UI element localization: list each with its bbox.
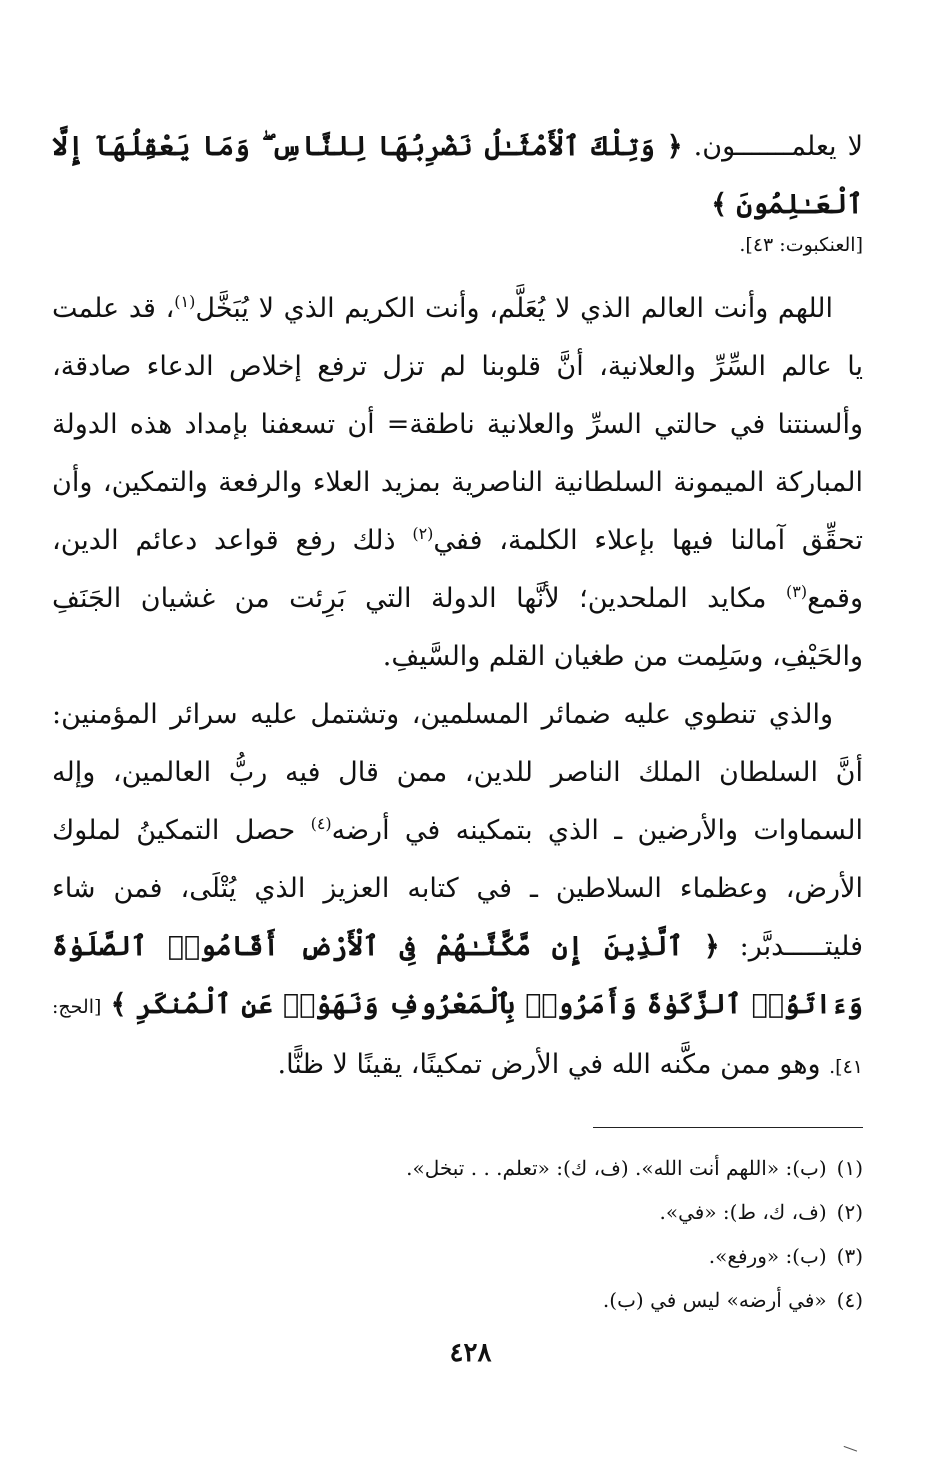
paragraph-2-part-d: مكايد الملحدين؛ لأنَّها الدولة التي بَرِئت من غشيان الجَنَفِ والحَيْفِ، وسَلِمت من طغيان القلم والسَّيفِ. [52, 583, 863, 672]
page-number: ٤٢٨ [449, 1338, 492, 1368]
paragraph-2-part-c: ذلك رفع قواعد دعائم الدين، وقمع [52, 525, 863, 614]
footnote-1-text: (ب): «اللهم أنت الله». (ف، ك): «تعلم. . . تبخل». [406, 1156, 827, 1180]
main-text [52, 118, 863, 1096]
footnote-3-number: (٣) [836, 1244, 863, 1268]
paragraph-1 [52, 118, 863, 234]
footnote-1 [52, 1146, 863, 1190]
footnote-ref-4[interactable]: (٤) [310, 814, 332, 833]
footnote-4-text: «في أرضه» ليس في (ب). [602, 1288, 827, 1312]
quran-verse-hajj: ﴿ ٱلَّذِينَ إِن مَّكَّنَّـٰهُمْ فِى ٱلْأَرْضِ أَقَامُوا۟ ٱلصَّلَوٰةَ وَءَاتَوُا۟ ٱلزَّكَوٰةَ وَأَمَرُوا۟ بِٱلْمَعْرُوفِ وَنَهَوْا۟ عَنِ ٱلْمُنكَرِ ﴾ [52, 931, 863, 1020]
paragraph-3-part-c: وهو ممن مكَّنه الله في الأرض تمكينًا، يقينًا لا ظنًّا. [277, 1049, 830, 1080]
footnote-4 [52, 1278, 863, 1322]
quran-verse-ankabut: ﴿ وَتِلْكَ ٱلْأَمْثَـٰلُ نَضْرِبُهَا لِلنَّاسِ ۖ وَمَا يَعْقِلُهَآ إِلَّا ٱلْعَـٰلِمُونَ ﴾ [52, 131, 863, 220]
footnote-2-number: (٢) [836, 1200, 863, 1224]
footnote-3-text: (ب): «ورفع». [708, 1244, 827, 1268]
footnote-divider [593, 1127, 863, 1128]
paragraph-1-text: لا يعلمـــــــون. [693, 131, 863, 162]
footnote-4-number: (٤) [836, 1288, 863, 1312]
footnote-ref-1[interactable]: (١) [174, 292, 196, 311]
footnote-ref-3[interactable]: (٣) [785, 582, 808, 601]
footnote-1-number: (١) [836, 1156, 863, 1180]
paragraph-2 [52, 280, 863, 686]
paragraph-3-part-b: حصل التمكينُ لملوك الأرض، وعظماء السلاطين ـ في كتابه العزيز الذي يُتْلَى، فمن شاء فليتـــــدبَّر: [52, 815, 863, 962]
citation-hajj: [الحج: ٤١]. [52, 996, 863, 1078]
paragraph-2-part-a: اللهم وأنت العالم الذي لا يُعَلَّم، وأنت الكريم الذي لا يُبَخَّل [195, 293, 833, 324]
footnote-3 [52, 1234, 863, 1278]
footnote-2-text: (ف، ك، ط): «في». [659, 1200, 827, 1224]
citation-ankabut: [العنكبوت: ٤٣]. [739, 234, 863, 256]
footnote-2 [52, 1190, 863, 1234]
paragraph-3-part-a: والذي تنطوي عليه ضمائر المسلمين، وتشتمل عليه سرائر المؤمنين: أنَّ السلطان الملك الناصر للدين، ممن قال فيه ربُّ العالمين، وإله السماوات والأرضين ـ الذي بتمكينه في أرضه [52, 699, 863, 846]
paragraph-2-part-b: ، قد علمت يا عالم السِّرِّ والعلانية، أنَّ قلوبنا لم تزل ترفع إخلاص الدعاء صادقة، وألسنتنا في حالتي السرِّ والعلانية ناطقة= أن تسعفنا بإمداد هذه الدولة المباركة الميمونة السلطانية الناصرية بمزيد العلاء والرفعة والتمكين، وأن تحقِّق آمالنا فيها بإعلاء الكلمة، ففي [52, 293, 863, 556]
paragraph-3 [52, 686, 863, 1096]
scan-corner-mark [841, 1446, 857, 1459]
footnotes-list [52, 1146, 863, 1322]
footnote-ref-2[interactable]: (٢) [412, 524, 434, 543]
